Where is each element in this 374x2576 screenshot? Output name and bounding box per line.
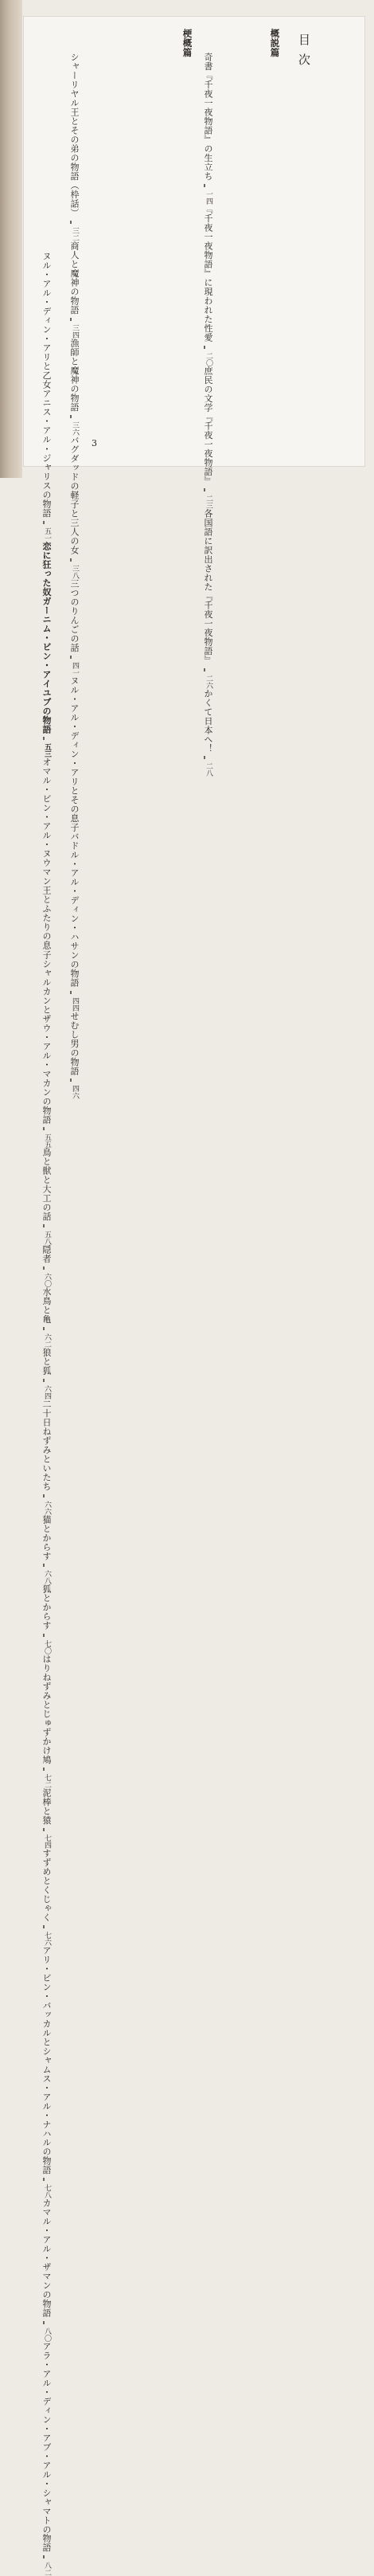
toc-entry: ヌル・アル・ディン・アリとその息子バドル・ [69, 675, 80, 868]
toc-entry: 猫とからす 六八 [41, 1514, 52, 1584]
page-title: 目次 [297, 33, 311, 73]
toc-entry: 泥棒と猿 七四 [41, 1787, 52, 1849]
toc-entry: オマル・ビン・アル・ヌウマン王とふたりの息 [41, 758, 52, 950]
toc-entry: 物語 八二 [41, 2534, 52, 2576]
toc-entry: ルの物語 七八 [41, 2138, 52, 2198]
toc-section-overview [200, 53, 214, 777]
toc-entry: 狐とからす 七〇 [41, 1584, 52, 1654]
toc-entry: カマル・アル・ザマンの物語 八〇 [41, 2198, 52, 2342]
toc-entry: ヌル・アル・ディン・アリと乙女アニス・アル [41, 252, 52, 444]
toc-entry: ・ジャリスの物語 五一 [41, 444, 52, 542]
toc-entry: バグダッドの軽子と三人の女 三八 [69, 436, 80, 579]
toc-section-synopsis-1 [66, 53, 80, 1099]
toc-entry: 子シャルカンとザウ・アル・マカンの物語 五五 [41, 949, 52, 1148]
toc-entry: 水鳥と亀 六二 [41, 1287, 52, 1348]
toc-entry: はりねずみとじゅずかけ鳩 七二 [41, 1654, 52, 1788]
toc-entry: かくて日本へ！ 二八 [203, 688, 213, 777]
toc-entry: 狼と狐 六四 [41, 1348, 52, 1400]
toc-entry: 庶民の文学『千夜一夜物語』 二三 [203, 366, 213, 509]
book-page [23, 16, 365, 2576]
toc-entry: 恋に狂った奴ガーニム・ビン・アイユブの物語 五三 [41, 541, 52, 758]
toc-entry: 隠者 六〇 [41, 1245, 52, 1287]
toc-entry: 鳥と獣と大工の話 五八 [41, 1148, 52, 1245]
toc-entry: 各国語に訳出された『千夜一夜物語』 二六 [203, 509, 213, 689]
section-heading: 梗概篇 [181, 29, 193, 57]
toc-entry: 商人と魔神の物語 三四 [69, 241, 80, 339]
page-number: 3 [92, 438, 97, 448]
toc-entry: アラ・アル・ディン・アブ・アル・シャマトの [41, 2341, 52, 2534]
toc-entry: せむし男の物語 四六 [69, 1011, 80, 1099]
toc-entry: アリ・ビン・バッカルとシャムス・アル・ナハ [41, 1945, 52, 2138]
toc-entry: 奇書『千夜一夜物語』の生立ち 一四 [203, 53, 213, 205]
toc-entry: アル・ディン・ハサンの物語 四四 [69, 868, 80, 1012]
toc-entry: シャーリヤル王とその弟の物語（枠話） 三二 [69, 53, 80, 241]
toc-section-synopsis-2 [39, 252, 53, 2576]
toc-entry: 『千夜一夜物語』に現われた性愛 二〇 [203, 205, 213, 366]
toc-entry: 三つのりんごの話 四一 [69, 578, 80, 676]
section-heading: 概説篇 [269, 29, 281, 57]
toc-entry: 漁師と魔神の物語 三六 [69, 339, 80, 436]
toc-entry: 二十日ねずみといたち 六六 [41, 1399, 52, 1515]
book-spine-edge [0, 0, 22, 478]
toc-entry: すずめとくじゃく 七六 [41, 1848, 52, 1946]
